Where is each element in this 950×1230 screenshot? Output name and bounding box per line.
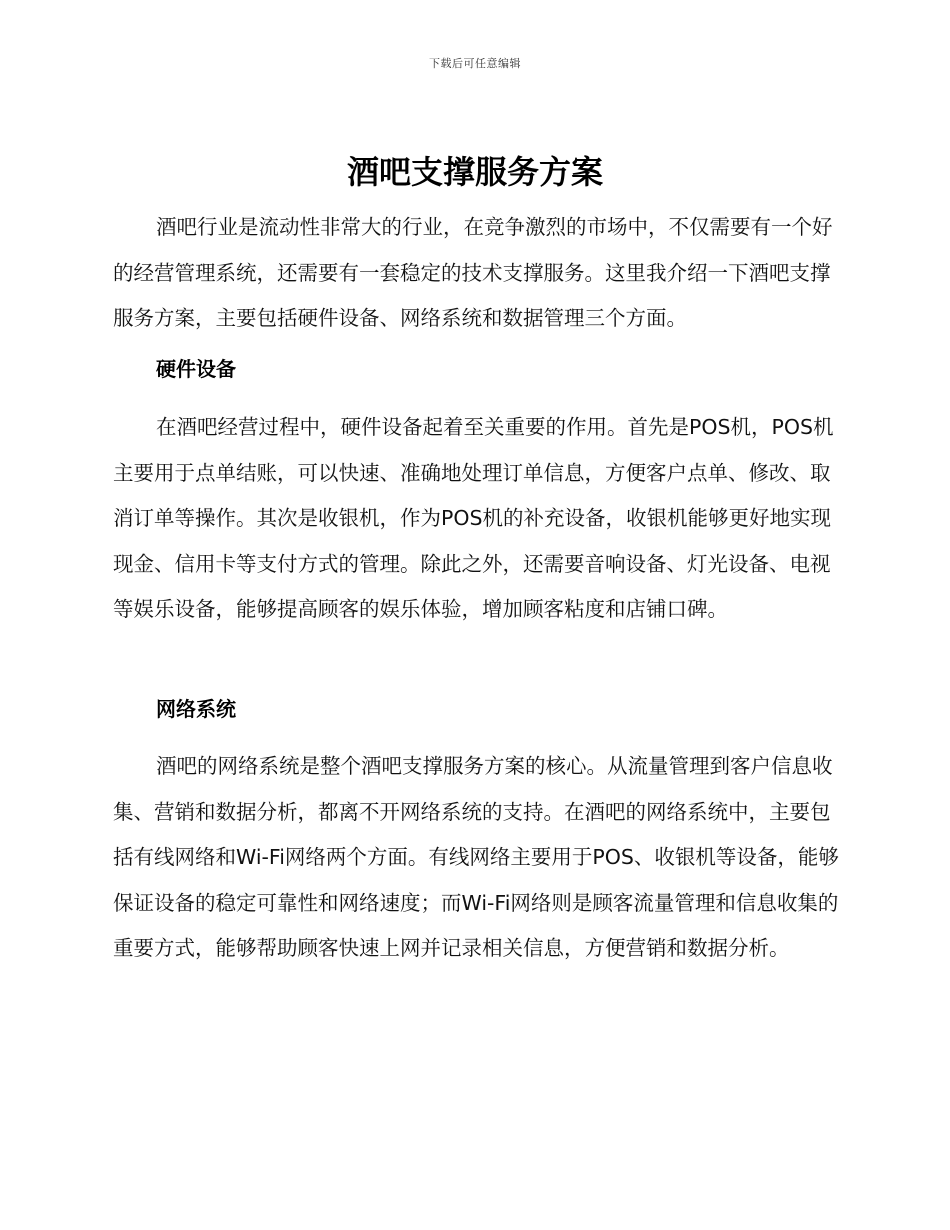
document-title: 酒吧支撑服务方案 [346, 153, 603, 191]
intro-paragraph: 酒吧行业是流动性非常大的行业，在竞争激烈的市场中，不仅需要有一个好的经营管理系统，还需要有一套稳定的技术支撑服务。这里我介绍一下酒吧支撑服务方案，主要包括硬件设备、网络系统和数据管理三个方面。 [113, 215, 833, 330]
section-heading-hardware: 硬件设备 [156, 357, 236, 381]
section-heading-network: 网络系统 [156, 697, 236, 721]
header-note: 下载后可任意编辑 [429, 57, 521, 70]
section-body-network: 酒吧的网络系统是整个酒吧支撑服务方案的核心。从流量管理到客户信息收集、营销和数据分析，都离不开网络系统的支持。在酒吧的网络系统中，主要包括有线网络和Wi-Fi网络两个方面。有线网络主要用于POS、收银机等设备，能够保证设备的稳定可靠性和网络速度；而Wi-Fi网络则是顾客流量管理和信息收集的重要方式，能够帮助顾客快速上网并记录相关信息，方便营销和数据分析。 [113, 754, 839, 960]
section-body-hardware: 在酒吧经营过程中，硬件设备起着至关重要的作用。首先是POS机，POS机主要用于点单结账，可以快速、准确地处理订单信息，方便客户点单、修改、取消订单等操作。其次是收银机，作为POS机的补充设备，收银机能够更好地实现现金、信用卡等支付方式的管理。除此之外，还需要音响设备、灯光设备、电视等娱乐设备，能够提高顾客的娱乐体验，增加顾客粘度和店铺口碑。 [113, 415, 834, 621]
